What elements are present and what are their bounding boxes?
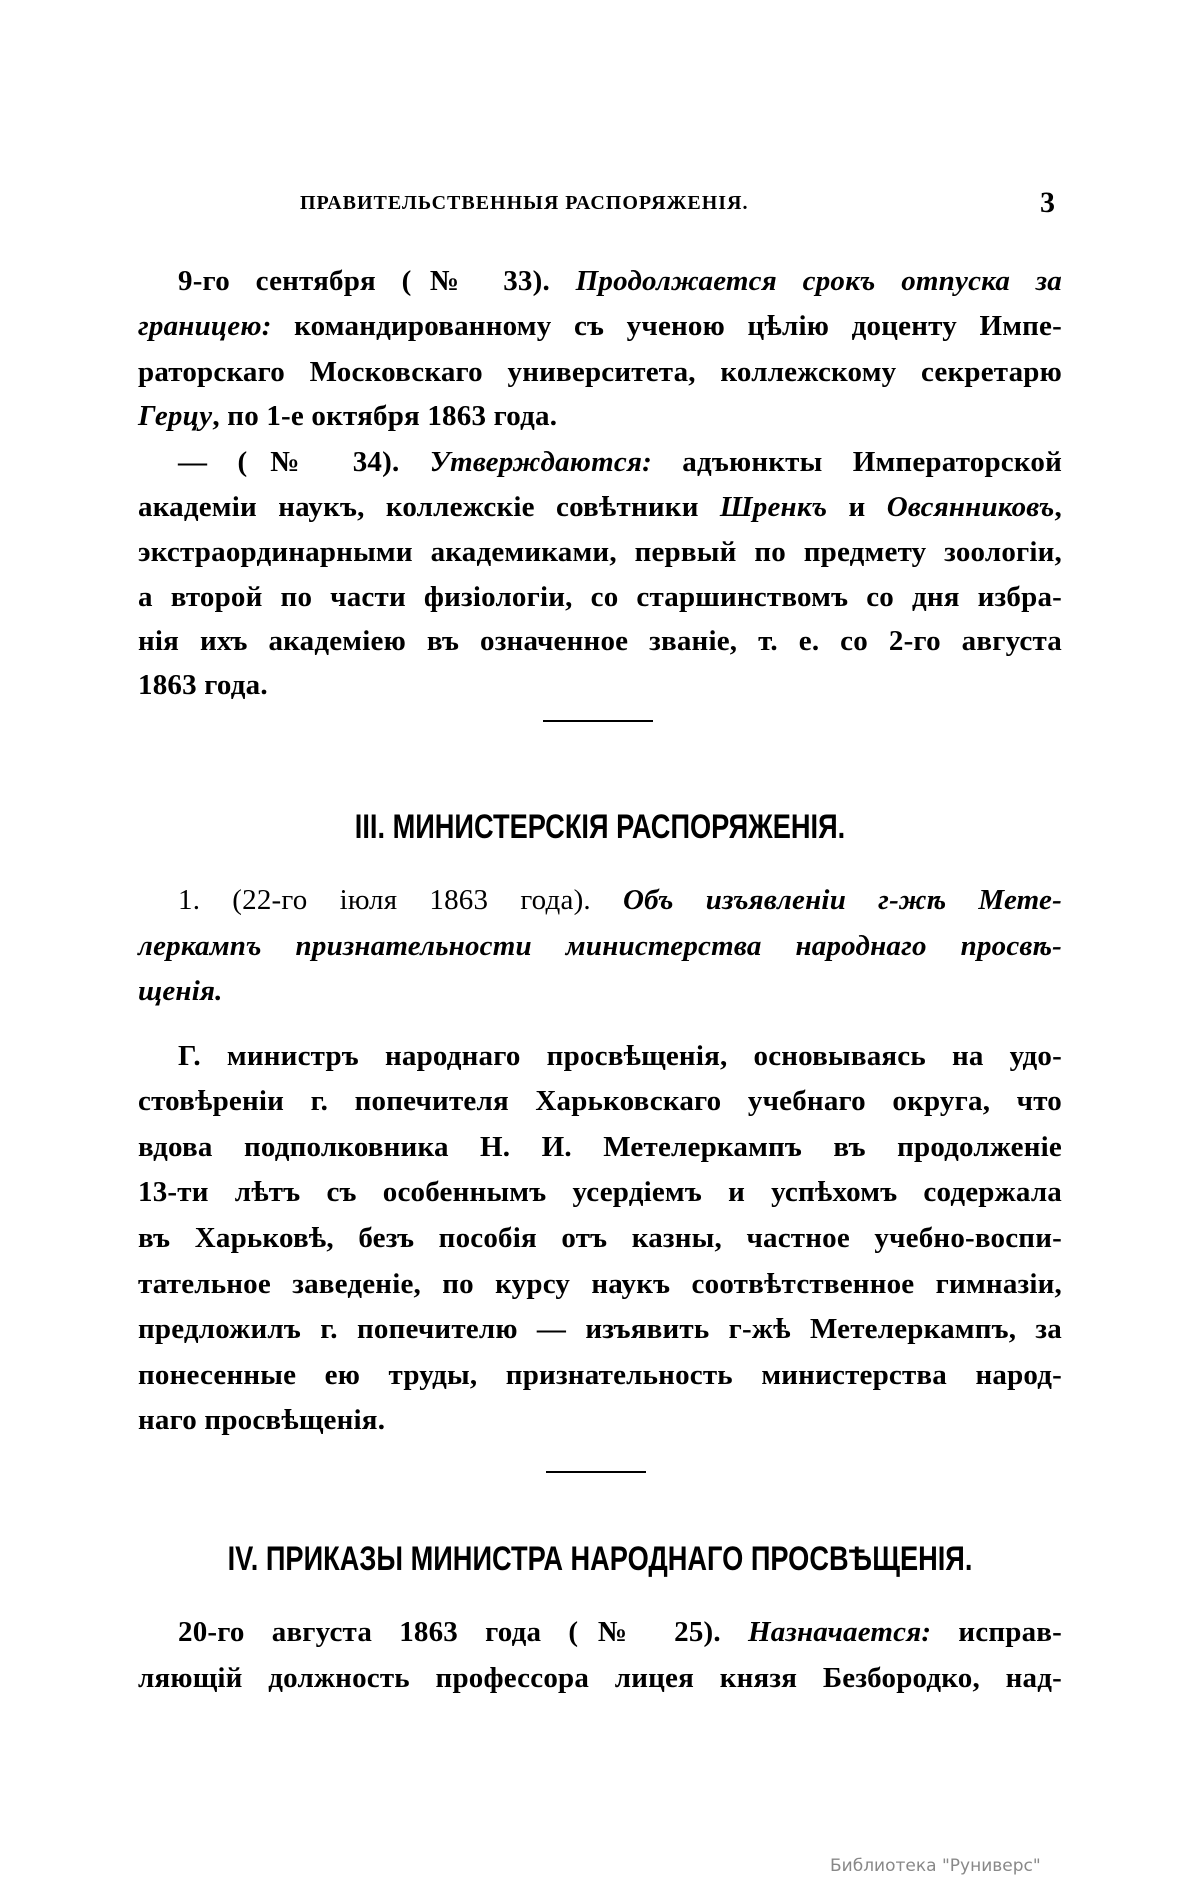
text: 9-го сентября (№ 33). [178,265,576,297]
text: понесенные ею труды, признательность министерства народ- [138,1359,1062,1391]
divider [546,1471,646,1473]
text: раторскаго Московскаго университета, коллежскому секретарю [138,356,1062,388]
text: 20-го августа 1863 года (№ 25). [178,1616,748,1648]
text: тательное заведеніе, по курсу наукъ соотвѣтственное гимназіи, [138,1268,1062,1300]
text: въ Харьковѣ, безъ пособія отъ казны, частное учебно-воспи- [138,1222,1062,1254]
section-heading: III. МИНИСТЕРСКІЯ РАСПОРЯЖЕНІЯ. [354,808,846,846]
text: а второй по части физіологіи, со старшинствомъ со дня избра- [138,581,1062,613]
italic-text [138,928,1062,964]
text: 13-ти лѣтъ съ особеннымъ усердіемъ и успѣхомъ содержала [138,1176,1062,1208]
text: , по 1-е октября 1863 года. [212,400,558,432]
text: 1863 года. [138,669,268,701]
italic-text: Объ изъявленіи г-жѣ Мете- [623,884,1062,916]
italic-text: Назначается: [747,1616,932,1648]
divider [543,720,653,722]
text: Г. министръ народнаго просвѣщенія, основываясь на удо- [178,1040,1062,1072]
text: адъюнкты Императорской [651,446,1062,478]
text: экстраординарными академиками, первый по предмету зоологіи, [138,536,1062,568]
text: и [827,491,887,523]
text: предложилъ г. попечителю — изъявить г-жѣ Метелеркампъ, за [138,1313,1062,1345]
text: исправ- [931,1616,1063,1648]
italic-text: Шренкъ [719,491,828,523]
italic-text: Продолжается срокъ отпуска за [575,265,1062,297]
library-watermark: Библиотека "Руниверс" [830,1856,1041,1876]
italic-text: Овсянниковъ [886,491,1055,523]
text: ляющій должность профессора лицея князя Безбородко, над- [138,1662,1062,1694]
text: , [1054,491,1062,523]
text: академіи наукъ, коллежскіе совѣтники [138,491,720,523]
page-number: 3 [1040,186,1055,219]
text: стовѣреніи г. попечителя Харьковскаго учебнаго округа, что [138,1085,1062,1117]
text: — (№ 34). [178,446,430,478]
text: нія ихъ академіею въ означенное званіе, т. е. со 2-го августа [138,625,1062,657]
text: наго просвѣщенія. [138,1404,386,1436]
italic-text: Утверждаются: [429,446,652,478]
text: вдова подполковника Н. И. Метелеркампъ въ продолженіе [138,1131,1062,1163]
italic-text: границею: [138,310,272,342]
italic-text: леркампъ признательности министерства народнаго просвѣ- [138,930,1062,962]
italic-text: Герцу [138,400,213,432]
section-heading: IV. ПРИКАЗЫ МИНИСТРА НАРОДНАГО ПРОСВѢЩЕНІЯ. [227,1540,973,1578]
text: командированному съ ученою цѣлію доценту Импе- [271,310,1062,342]
running-head: ПРАВИТЕЛЬСТВЕННЫЯ РАСПОРЯЖЕНІЯ. [300,192,749,214]
text: 1. (22-го іюля 1863 года). [178,884,624,916]
italic-text: щенія. [138,975,223,1007]
